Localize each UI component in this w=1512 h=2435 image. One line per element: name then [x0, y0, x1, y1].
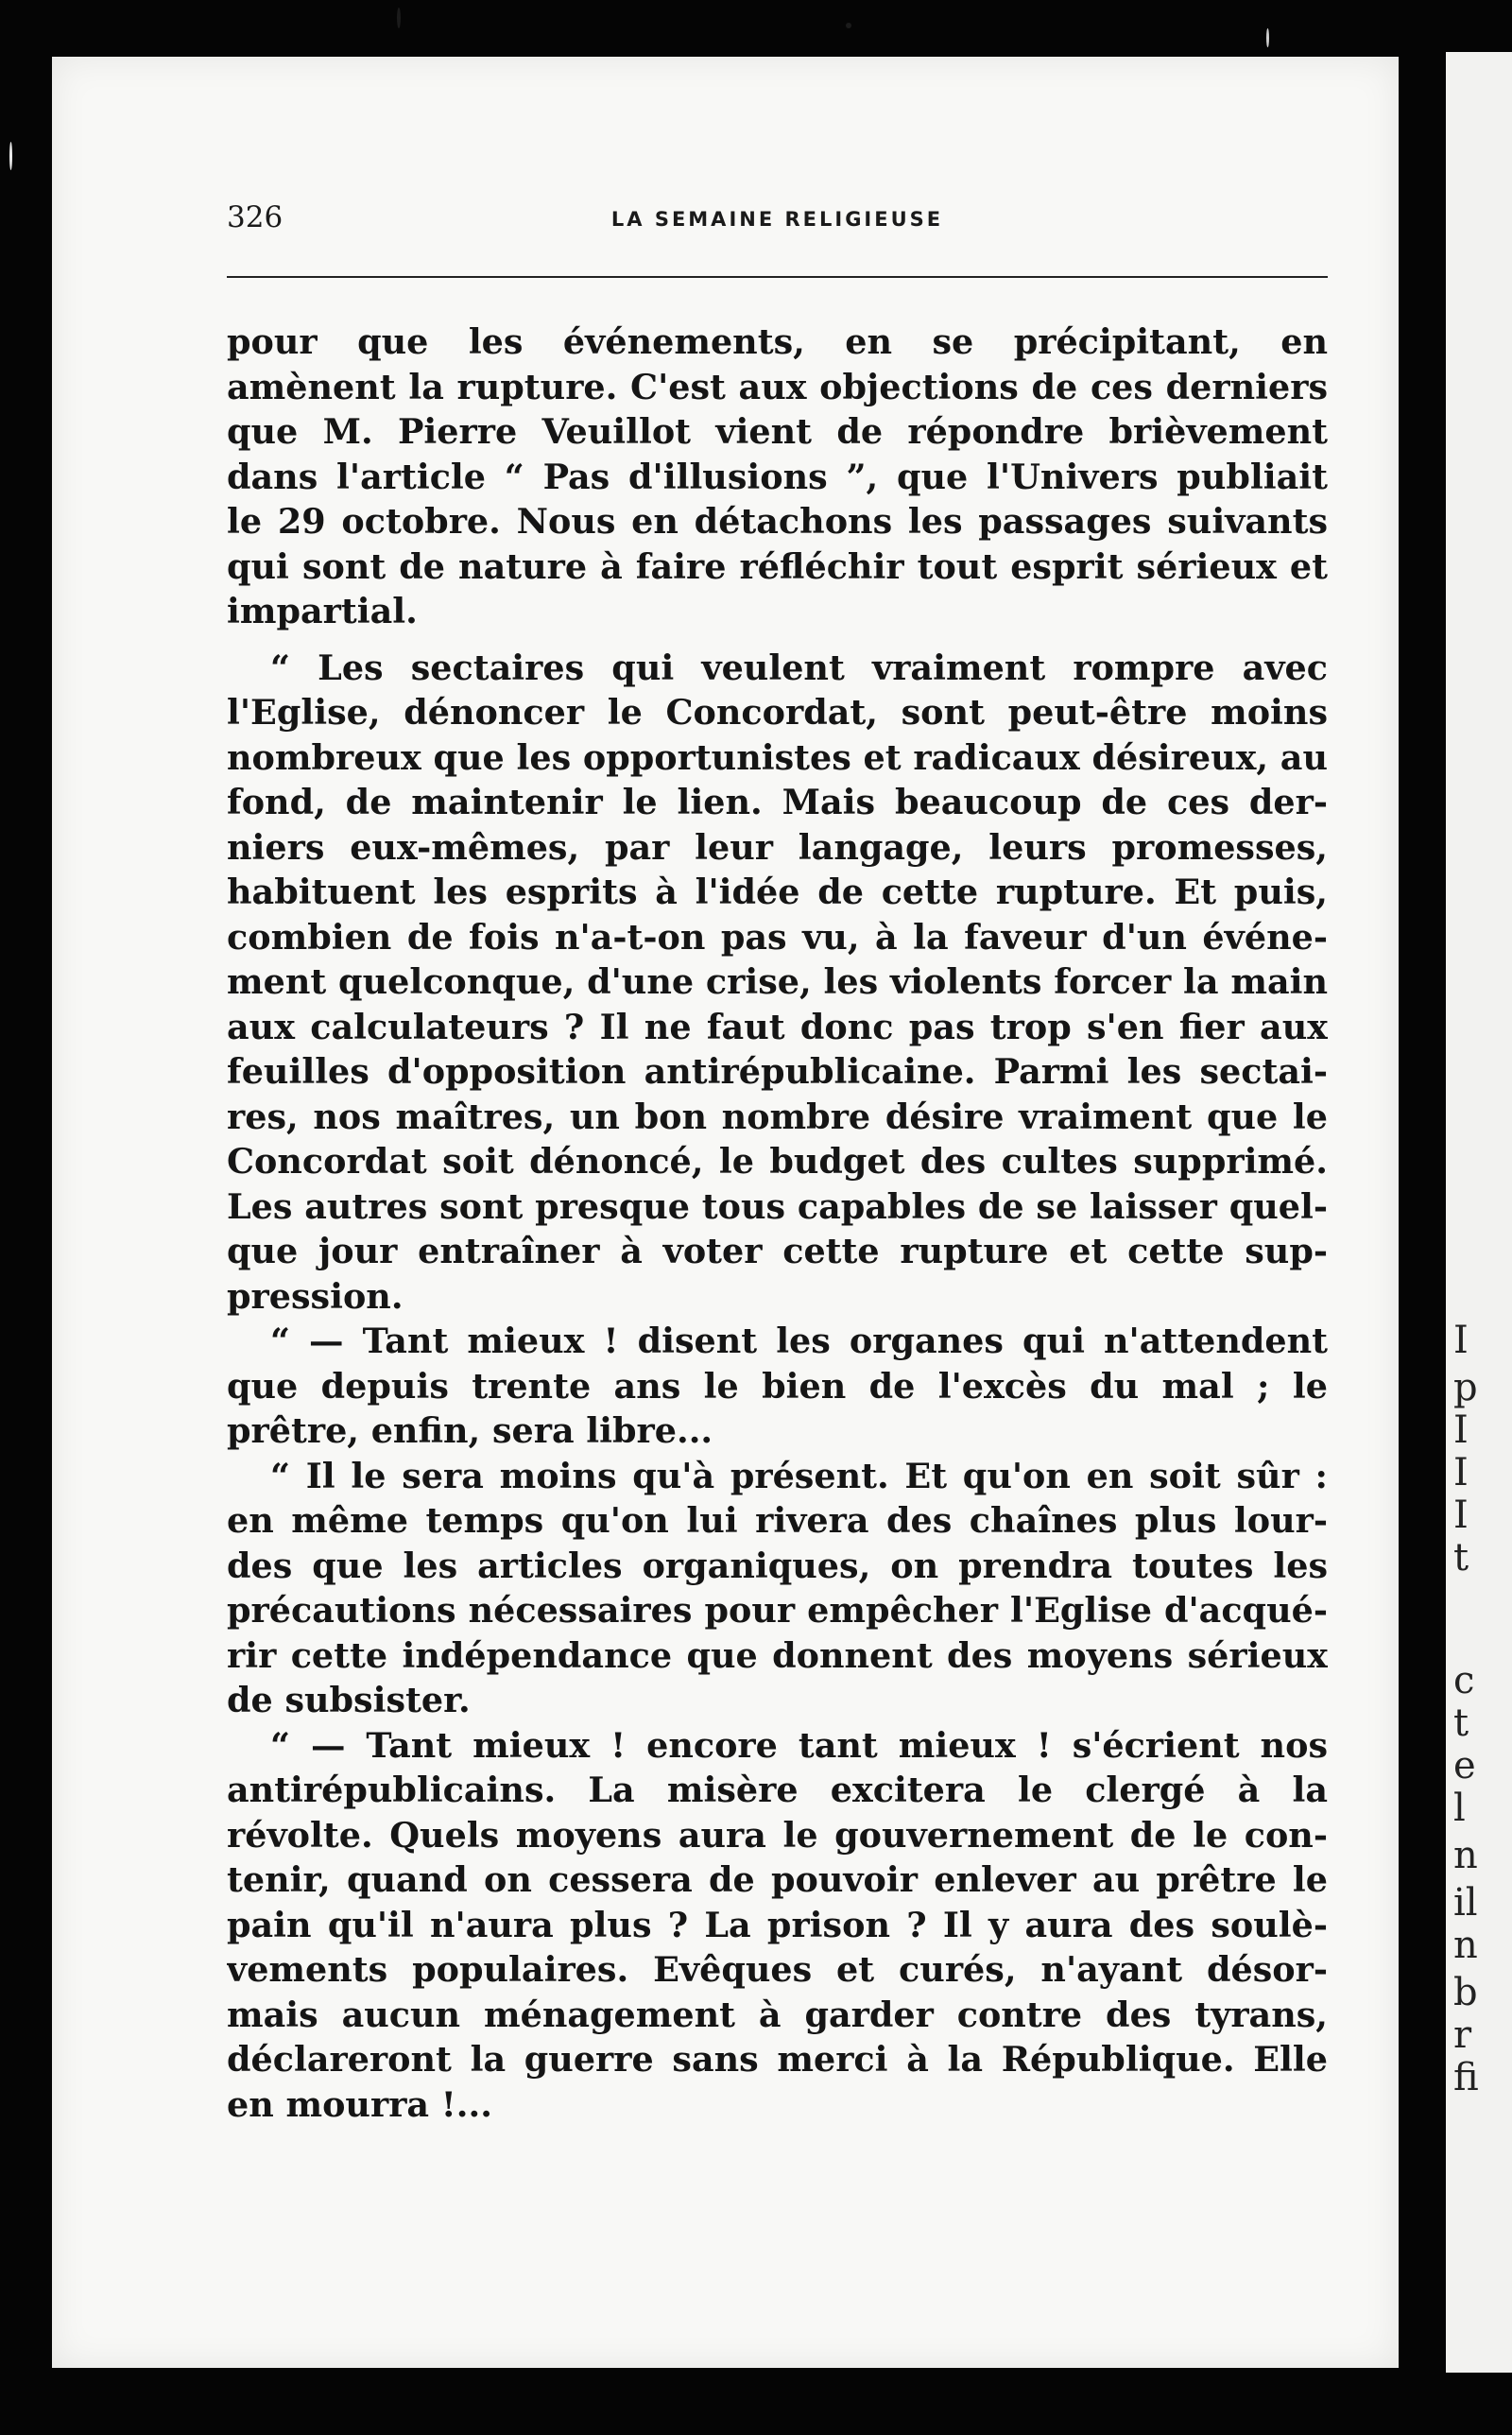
paragraph-1	[227, 319, 1328, 634]
text-line: précautions nécessaires pour empêcher l'Eglise d'acqué-	[227, 1590, 1328, 1631]
text-line: Les autres sont presque tous capables de se laisser quel-	[227, 1185, 1328, 1227]
scan-speck	[397, 8, 401, 28]
text-line: feuilles d'opposition antirépublicaine. Parmi les sectai-	[227, 1051, 1328, 1092]
text-line: “ — Tant mieux ! encore tant mieux ! s'écrient nos	[270, 1724, 1328, 1766]
paragraph-3	[227, 1319, 1328, 1454]
body-text	[227, 319, 1328, 2127]
page-header	[227, 197, 1328, 253]
text-line: le 29 octobre. Nous en détachons les passages suivants	[227, 501, 1328, 542]
text-line: mais aucun ménagement à garder contre des tyrans,	[227, 1994, 1328, 2035]
text-line: res, nos maîtres, un bon nombre désire vraiment que le	[227, 1096, 1328, 1137]
text-line: nombreux que les opportunistes et radicaux désireux, au	[227, 736, 1328, 778]
text-line: “ Il le sera moins qu'à présent. Et qu'on en soit sûr :	[270, 1455, 1328, 1496]
adjacent-page-edge	[1446, 52, 1512, 2373]
text-line: l'Eglise, dénoncer le Concordat, sont peut-être moins	[227, 692, 1328, 733]
text-line: que depuis trente ans le bien de l'excès du mal ; le	[227, 1365, 1328, 1407]
edge-glyph: p	[1453, 1366, 1478, 1409]
paragraph-2	[227, 646, 1328, 1320]
edge-glyph: n	[1453, 1924, 1478, 1967]
header-rule	[227, 276, 1328, 278]
edge-glyph: n	[1453, 1834, 1478, 1877]
edge-glyph: I	[1453, 1319, 1469, 1362]
text-line: aux calculateurs ? Il ne faut donc pas trop s'en fier aux	[227, 1006, 1328, 1047]
text-line: impartial.	[227, 591, 418, 631]
text-line: que jour entraîner à voter cette rupture et cette sup-	[227, 1231, 1328, 1271]
text-line: vements populaires. Evêques et curés, n'ayant désor-	[227, 1949, 1328, 1990]
text-line: pression.	[227, 1275, 404, 1317]
scan-speck	[1266, 28, 1269, 47]
text-line: amènent la rupture. C'est aux objections de ces derniers	[227, 366, 1328, 407]
edge-glyph: fi	[1453, 2056, 1479, 2099]
text-line: ment quelconque, d'une crise, les violents forcer la main	[227, 961, 1328, 1002]
scan-speck	[846, 23, 851, 28]
edge-glyph: t	[1453, 1701, 1469, 1745]
paragraph-4	[227, 1454, 1328, 1723]
text-line: niers eux-mêmes, par leur langage, leurs promesses,	[227, 826, 1328, 868]
text-line: antirépublicains. La misère excitera le clergé à la	[227, 1770, 1328, 1810]
edge-glyph: r	[1453, 2013, 1472, 2057]
text-line: dans l'article “ Pas d'illusions ”, que l'Univers publiait	[227, 456, 1328, 497]
text-line: “ — Tant mieux ! disent les organes qui n'attendent	[270, 1321, 1328, 1361]
edge-glyph: I	[1453, 1451, 1469, 1494]
text-line: révolte. Quels moyens aura le gouvernement de le con-	[227, 1814, 1328, 1856]
text-line: prêtre, enfin, sera libre...	[227, 1410, 713, 1451]
text-line: de subsister.	[227, 1680, 471, 1720]
edge-glyph: e	[1453, 1744, 1476, 1787]
edge-glyph: il	[1453, 1881, 1478, 1925]
text-line: qui sont de nature à faire réfléchir tout esprit sérieux et	[227, 545, 1328, 587]
text-line: combien de fois n'a-t-on pas vu, à la faveur d'un événe-	[227, 916, 1328, 958]
text-line: en même temps qu'on lui rivera des chaînes plus lour-	[227, 1500, 1328, 1541]
scan-speck	[9, 142, 12, 170]
text-line: Concordat soit dénoncé, le budget des cultes supprimé.	[227, 1141, 1328, 1182]
text-line: habituent les esprits à l'idée de cette rupture. Et puis,	[227, 872, 1328, 912]
text-line: tenir, quand on cessera de pouvoir enlever au prêtre le	[227, 1859, 1328, 1900]
text-line: déclareront la guerre sans merci à la République. Elle	[227, 2039, 1328, 2080]
edge-glyph: t	[1453, 1536, 1469, 1580]
page-number: 326	[227, 200, 284, 234]
text-line: rir cette indépendance que donnent des moyens sérieux	[227, 1634, 1328, 1676]
edge-glyph: b	[1453, 1971, 1478, 2014]
paragraph-5	[227, 1723, 1328, 2128]
edge-glyph: I	[1453, 1408, 1469, 1452]
text-line: “ Les sectaires qui veulent vraiment rompre avec	[270, 647, 1328, 688]
text-line: fond, de maintenir le lien. Mais beaucoup de ces der-	[227, 782, 1328, 822]
text-line: des que les articles organiques, on prendra toutes les	[227, 1545, 1328, 1586]
edge-glyph: I	[1453, 1494, 1469, 1537]
edge-glyph: l	[1453, 1787, 1466, 1830]
text-line: pain qu'il n'aura plus ? La prison ? Il y aura des soulè-	[227, 1904, 1328, 1945]
text-line: que M. Pierre Veuillot vient de répondre brièvement	[227, 411, 1328, 452]
edge-glyph: c	[1453, 1659, 1475, 1702]
text-line: pour que les événements, en se précipitant, en	[227, 321, 1328, 362]
running-title: LA SEMAINE RELIGIEUSE	[610, 208, 944, 231]
text-line: en mourra !...	[227, 2083, 492, 2125]
